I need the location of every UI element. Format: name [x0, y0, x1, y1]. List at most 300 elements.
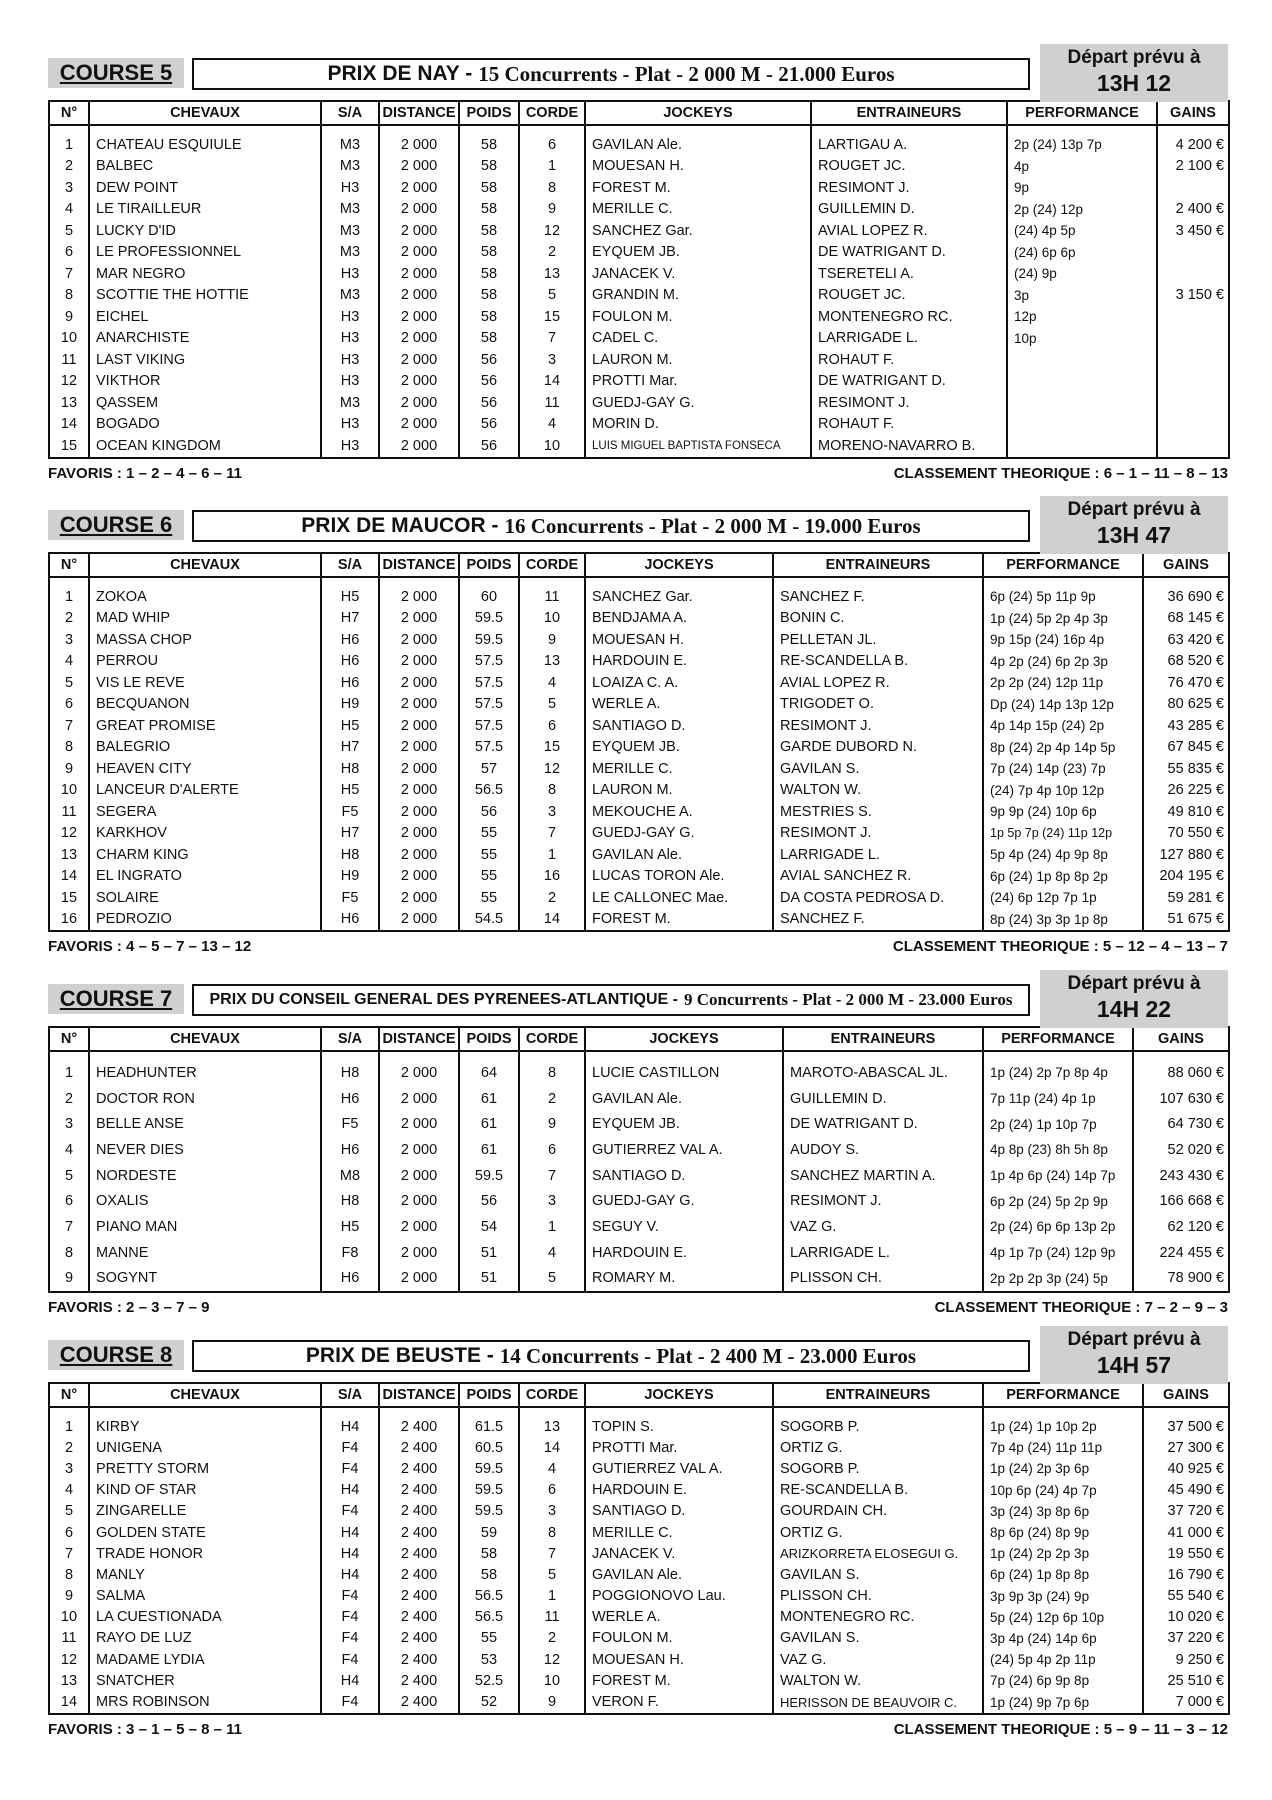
cell-poids: 55: [459, 1628, 519, 1649]
classement-theorique: CLASSEMENT THEORIQUE : 5 – 9 – 11 – 3 – 12: [893, 1720, 1228, 1738]
cell-distance: 2 000: [379, 651, 459, 673]
cell-corde: 7: [519, 823, 585, 845]
cell-num: 3: [49, 1111, 89, 1137]
table-row: [49, 306, 1229, 328]
table-row: [49, 715, 1229, 737]
cell-horse: KIRBY: [89, 1416, 321, 1437]
cell-corde: 4: [519, 414, 585, 436]
cell-jockey: MEKOUCHE A.: [585, 801, 773, 823]
cell-poids: 58: [459, 263, 519, 285]
cell-performance: [1007, 371, 1157, 393]
cell-jockey: GAVILAN Ale.: [585, 1086, 783, 1112]
cell-num: 12: [49, 823, 89, 845]
cell-jockey: PROTTI Mar.: [585, 371, 811, 393]
header-row: [49, 1027, 1229, 1051]
cell-jockey: JANACEK V.: [585, 263, 811, 285]
cell-trainer: ROUGET JC.: [811, 285, 1007, 307]
column-header-horse: CHEVAUX: [89, 553, 321, 577]
cell-horse: EICHEL: [89, 306, 321, 328]
favoris: FAVORIS : 1 – 2 – 4 – 6 – 11: [48, 464, 242, 482]
cell-performance: 9p 15p (24) 16p 4p: [983, 629, 1143, 651]
cell-performance: 2p (24) 1p 10p 7p: [983, 1111, 1133, 1137]
cell-distance: 2 000: [379, 328, 459, 350]
column-header-corde: CORDE: [519, 101, 585, 125]
race-description: 9 Concurrents - Plat - 2 000 M - 23.000 Euros: [684, 990, 1013, 1009]
cell-jockey: WERLE A.: [585, 694, 773, 716]
table-row: [49, 780, 1229, 802]
cell-poids: 56: [459, 349, 519, 371]
cell-trainer: MONTENEGRO RC.: [773, 1607, 983, 1628]
cell-num: 2: [49, 156, 89, 178]
cell-trainer: GUILLEMIN D.: [783, 1086, 983, 1112]
cell-sa: H6: [321, 1137, 379, 1163]
cell-horse: PEDROZIO: [89, 909, 321, 932]
cell-jockey: HARDOUIN E.: [585, 1480, 773, 1501]
cell-sa: F4: [321, 1691, 379, 1713]
table-row: [49, 1670, 1229, 1691]
cell-trainer: AVIAL LOPEZ R.: [811, 220, 1007, 242]
cell-corde: 15: [519, 306, 585, 328]
cell-trainer: WALTON W.: [773, 780, 983, 802]
cell-poids: 54: [459, 1214, 519, 1240]
cell-horse: EL INGRATO: [89, 866, 321, 888]
cell-distance: 2 400: [379, 1586, 459, 1607]
cell-gains: 27 300 €: [1143, 1437, 1229, 1458]
cell-gains: 70 550 €: [1143, 823, 1229, 845]
cell-num: 15: [49, 435, 89, 458]
cell-performance: 8p (24) 3p 3p 1p 8p: [983, 909, 1143, 932]
race-name: PRIX DE NAY -: [327, 62, 473, 85]
cell-gains: 224 455 €: [1133, 1240, 1229, 1266]
cell-horse: QASSEM: [89, 392, 321, 414]
cell-sa: H4: [321, 1670, 379, 1691]
cell-performance: 2p 2p 2p 3p (24) 5p: [983, 1266, 1133, 1293]
cell-poids: 56: [459, 392, 519, 414]
cell-performance: (24) 6p 12p 7p 1p: [983, 887, 1143, 909]
cell-horse: MAR NEGRO: [89, 263, 321, 285]
cell-performance: Dp (24) 14p 13p 12p: [983, 694, 1143, 716]
cell-horse: HEAVEN CITY: [89, 758, 321, 780]
cell-distance: 2 000: [379, 1240, 459, 1266]
race-course-8: [48, 1326, 1228, 1743]
cell-distance: 2 000: [379, 586, 459, 608]
cell-performance: 12p: [1007, 306, 1157, 328]
cell-num: 4: [49, 651, 89, 673]
cell-performance: 1p (24) 2p 2p 3p: [983, 1543, 1143, 1564]
table-row: [49, 1137, 1229, 1163]
cell-trainer: TSERETELI A.: [811, 263, 1007, 285]
cell-horse: MAD WHIP: [89, 608, 321, 630]
cell-gains: 7 000 €: [1143, 1691, 1229, 1713]
cell-corde: 10: [519, 1670, 585, 1691]
cell-distance: 2 400: [379, 1458, 459, 1479]
race-header: [48, 496, 1228, 552]
cell-horse: LUCKY D'ID: [89, 220, 321, 242]
cell-gains: 26 225 €: [1143, 780, 1229, 802]
cell-corde: 5: [519, 1564, 585, 1585]
cell-distance: 2 000: [379, 801, 459, 823]
cell-jockey: MOUESAN H.: [585, 1649, 773, 1670]
favoris: FAVORIS : 3 – 1 – 5 – 8 – 11: [48, 1720, 242, 1738]
cell-num: 13: [49, 1670, 89, 1691]
cell-sa: M3: [321, 285, 379, 307]
cell-num: 15: [49, 887, 89, 909]
table-row: [49, 1266, 1229, 1293]
cell-performance: 1p (24) 1p 10p 2p: [983, 1416, 1143, 1437]
cell-num: 14: [49, 866, 89, 888]
cell-sa: H3: [321, 414, 379, 436]
cell-trainer: LARRIGADE L.: [773, 844, 983, 866]
cell-jockey: HARDOUIN E.: [585, 1240, 783, 1266]
cell-poids: 52.5: [459, 1670, 519, 1691]
cell-num: 5: [49, 1163, 89, 1189]
race-name: PRIX DE MAUCOR -: [301, 514, 499, 537]
cell-horse: MADAME LYDIA: [89, 1649, 321, 1670]
cell-num: 2: [49, 1437, 89, 1458]
table-row: [49, 1458, 1229, 1479]
cell-gains: 107 630 €: [1133, 1086, 1229, 1112]
table-row: [49, 1416, 1229, 1437]
column-header-poids: POIDS: [459, 1383, 519, 1407]
table-row: [49, 371, 1229, 393]
column-header-corde: CORDE: [519, 1383, 585, 1407]
cell-distance: 2 000: [379, 392, 459, 414]
table-row: [49, 866, 1229, 888]
cell-jockey: GAVILAN Ale.: [585, 1564, 773, 1585]
column-header-poids: POIDS: [459, 1027, 519, 1051]
cell-corde: 14: [519, 1437, 585, 1458]
cell-performance: 6p (24) 1p 8p 8p: [983, 1564, 1143, 1585]
cell-horse: LA CUESTIONADA: [89, 1607, 321, 1628]
cell-corde: 4: [519, 1458, 585, 1479]
course-label: COURSE 6: [48, 510, 184, 540]
cell-gains: 19 550 €: [1143, 1543, 1229, 1564]
cell-poids: 58: [459, 1543, 519, 1564]
cell-sa: H4: [321, 1522, 379, 1543]
cell-performance: 8p 6p (24) 8p 9p: [983, 1522, 1143, 1543]
table-row: [49, 629, 1229, 651]
cell-horse: VIS LE REVE: [89, 672, 321, 694]
cell-trainer: RESIMONT J.: [811, 392, 1007, 414]
cell-gains: 204 195 €: [1143, 866, 1229, 888]
cell-horse: RAYO DE LUZ: [89, 1628, 321, 1649]
classement-theorique: CLASSEMENT THEORIQUE : 5 – 12 – 4 – 13 – 7: [892, 938, 1228, 955]
cell-horse: PRETTY STORM: [89, 1458, 321, 1479]
cell-sa: H3: [321, 435, 379, 458]
cell-jockey: MOUESAN H.: [585, 156, 811, 178]
cell-gains: 127 880 €: [1143, 844, 1229, 866]
cell-poids: 59.5: [459, 1163, 519, 1189]
table-row: [49, 177, 1229, 199]
cell-sa: H6: [321, 651, 379, 673]
cell-sa: F5: [321, 801, 379, 823]
cell-jockey: FOREST M.: [585, 177, 811, 199]
cell-gains: 43 285 €: [1143, 715, 1229, 737]
classement-theorique: CLASSEMENT THEORIQUE : 6 – 1 – 11 – 8 – 13: [893, 464, 1228, 482]
cell-sa: H8: [321, 1060, 379, 1086]
cell-jockey: GUTIERREZ VAL A.: [585, 1458, 773, 1479]
cell-sa: H7: [321, 737, 379, 759]
cell-jockey: SANTIAGO D.: [585, 1501, 773, 1522]
cell-num: 14: [49, 1691, 89, 1713]
table-row: [49, 220, 1229, 242]
cell-trainer: MAROTO-ABASCAL JL.: [783, 1060, 983, 1086]
cell-performance: 1p (24) 2p 7p 8p 4p: [983, 1060, 1133, 1086]
cell-jockey: SANCHEZ Gar.: [585, 220, 811, 242]
table-row: [49, 1214, 1229, 1240]
table-row: [49, 134, 1229, 156]
cell-horse: GOLDEN STATE: [89, 1522, 321, 1543]
cell-gains: 40 925 €: [1143, 1458, 1229, 1479]
cell-performance: [1007, 392, 1157, 414]
column-header-corde: CORDE: [519, 1027, 585, 1051]
cell-jockey: FOULON M.: [585, 306, 811, 328]
cell-performance: 2p (24) 13p 7p: [1007, 134, 1157, 156]
table-row: [49, 844, 1229, 866]
cell-trainer: DA COSTA PEDROSA D.: [773, 887, 983, 909]
cell-horse: LAST VIKING: [89, 349, 321, 371]
cell-gains: [1157, 242, 1229, 264]
cell-horse: UNIGENA: [89, 1437, 321, 1458]
column-header-gains: GAINS: [1157, 101, 1229, 125]
race-header: [48, 970, 1228, 1026]
cell-jockey: LUCAS TORON Ale.: [585, 866, 773, 888]
cell-poids: 59.5: [459, 1458, 519, 1479]
cell-gains: 37 500 €: [1143, 1416, 1229, 1437]
cell-num: 2: [49, 1086, 89, 1112]
cell-poids: 54.5: [459, 909, 519, 932]
cell-horse: PERROU: [89, 651, 321, 673]
cell-horse: SOGYNT: [89, 1266, 321, 1293]
cell-trainer: GAVILAN S.: [773, 1628, 983, 1649]
column-header-sa: S/A: [321, 101, 379, 125]
cell-performance: 1p (24) 9p 7p 6p: [983, 1691, 1143, 1713]
cell-corde: 5: [519, 1266, 585, 1293]
cell-corde: 4: [519, 1240, 585, 1266]
cell-distance: 2 000: [379, 737, 459, 759]
cell-performance: 3p 9p 3p (24) 9p: [983, 1586, 1143, 1607]
cell-num: 7: [49, 715, 89, 737]
cell-num: 3: [49, 629, 89, 651]
cell-horse: DOCTOR RON: [89, 1086, 321, 1112]
cell-jockey: CADEL C.: [585, 328, 811, 350]
table-row: [49, 1240, 1229, 1266]
cell-performance: 6p 2p (24) 5p 2p 9p: [983, 1188, 1133, 1214]
cell-corde: 6: [519, 715, 585, 737]
cell-sa: H3: [321, 263, 379, 285]
cell-sa: H7: [321, 608, 379, 630]
cell-distance: 2 000: [379, 263, 459, 285]
cell-sa: H7: [321, 823, 379, 845]
cell-distance: 2 400: [379, 1691, 459, 1713]
cell-jockey: PROTTI Mar.: [585, 1437, 773, 1458]
cell-num: 1: [49, 1060, 89, 1086]
cell-gains: [1157, 349, 1229, 371]
cell-performance: (24) 6p 6p: [1007, 242, 1157, 264]
cell-num: 16: [49, 909, 89, 932]
cell-distance: 2 400: [379, 1522, 459, 1543]
cell-gains: [1157, 371, 1229, 393]
cell-horse: ZOKOA: [89, 586, 321, 608]
race-footer: [48, 1721, 1228, 1743]
cell-trainer: ORTIZ G.: [773, 1522, 983, 1543]
cell-gains: 41 000 €: [1143, 1522, 1229, 1543]
cell-performance: 9p: [1007, 177, 1157, 199]
cell-horse: HEADHUNTER: [89, 1060, 321, 1086]
column-header-gains: GAINS: [1143, 1383, 1229, 1407]
table-row: [49, 199, 1229, 221]
cell-sa: H3: [321, 349, 379, 371]
table-row: [49, 1111, 1229, 1137]
cell-corde: 6: [519, 1137, 585, 1163]
table-row: [49, 1628, 1229, 1649]
cell-corde: 9: [519, 199, 585, 221]
race-description: 15 Concurrents - Plat - 2 000 M - 21.000 Euros: [478, 61, 895, 86]
cell-horse: LANCEUR D'ALERTE: [89, 780, 321, 802]
cell-num: 5: [49, 220, 89, 242]
cell-trainer: RESIMONT J.: [811, 177, 1007, 199]
cell-sa: H6: [321, 629, 379, 651]
cell-sa: F4: [321, 1458, 379, 1479]
cell-num: 11: [49, 349, 89, 371]
cell-poids: 57.5: [459, 737, 519, 759]
cell-sa: H6: [321, 672, 379, 694]
cell-performance: (24) 5p 4p 2p 11p: [983, 1649, 1143, 1670]
cell-sa: H3: [321, 328, 379, 350]
table-row: [49, 435, 1229, 458]
cell-num: 11: [49, 801, 89, 823]
cell-performance: 7p 4p (24) 11p 11p: [983, 1437, 1143, 1458]
cell-gains: 37 220 €: [1143, 1628, 1229, 1649]
cell-poids: 59: [459, 1522, 519, 1543]
favoris: FAVORIS : 4 – 5 – 7 – 13 – 12: [48, 938, 252, 955]
cell-horse: CHATEAU ESQUIULE: [89, 134, 321, 156]
cell-performance: 4p 8p (23) 8h 5h 8p: [983, 1137, 1133, 1163]
cell-horse: BELLE ANSE: [89, 1111, 321, 1137]
cell-corde: 6: [519, 1480, 585, 1501]
cell-horse: MASSA CHOP: [89, 629, 321, 651]
cell-corde: 13: [519, 651, 585, 673]
cell-poids: 58: [459, 306, 519, 328]
cell-performance: 10p 6p (24) 4p 7p: [983, 1480, 1143, 1501]
cell-performance: 5p 4p (24) 4p 9p 8p: [983, 844, 1143, 866]
cell-horse: TRADE HONOR: [89, 1543, 321, 1564]
cell-sa: F4: [321, 1607, 379, 1628]
cell-trainer: DE WATRIGANT D.: [811, 242, 1007, 264]
cell-horse: LE TIRAILLEUR: [89, 199, 321, 221]
cell-distance: 2 000: [379, 629, 459, 651]
table-row: [49, 392, 1229, 414]
cell-corde: 10: [519, 608, 585, 630]
cell-corde: 9: [519, 1111, 585, 1137]
cell-corde: 3: [519, 1501, 585, 1522]
cell-sa: H5: [321, 1214, 379, 1240]
cell-jockey: SANCHEZ Gar.: [585, 586, 773, 608]
cell-num: 8: [49, 737, 89, 759]
cell-performance: 1p 5p 7p (24) 11p 12p: [983, 823, 1143, 845]
race-title: [192, 1340, 1030, 1372]
departure-time: 13H 47: [1096, 522, 1172, 548]
table-row: [49, 1188, 1229, 1214]
cell-distance: 2 000: [379, 134, 459, 156]
column-header-corde: CORDE: [519, 553, 585, 577]
cell-jockey: FOREST M.: [585, 1670, 773, 1691]
table-row: [49, 672, 1229, 694]
cell-jockey: SEGUY V.: [585, 1214, 783, 1240]
cell-horse: SALMA: [89, 1586, 321, 1607]
cell-performance: 4p 2p (24) 6p 2p 3p: [983, 651, 1143, 673]
column-header-trainer: ENTRAINEURS: [811, 101, 1007, 125]
cell-jockey: LUCIE CASTILLON: [585, 1060, 783, 1086]
cell-jockey: LAURON M.: [585, 349, 811, 371]
cell-corde: 8: [519, 1522, 585, 1543]
header-row: [49, 101, 1229, 125]
cell-corde: 1: [519, 844, 585, 866]
cell-distance: 2 000: [379, 1137, 459, 1163]
cell-jockey: EYQUEM JB.: [585, 1111, 783, 1137]
table-row: [49, 328, 1229, 350]
cell-performance: 8p (24) 2p 4p 14p 5p: [983, 737, 1143, 759]
cell-horse: OCEAN KINGDOM: [89, 435, 321, 458]
cell-corde: 15: [519, 737, 585, 759]
race-course-7: [48, 970, 1228, 1321]
column-header-sa: S/A: [321, 1027, 379, 1051]
table-row: [49, 887, 1229, 909]
table-row: [49, 414, 1229, 436]
cell-gains: 64 730 €: [1133, 1111, 1229, 1137]
cell-poids: 60: [459, 586, 519, 608]
cell-num: 4: [49, 1137, 89, 1163]
table-row: [49, 1163, 1229, 1189]
cell-trainer: AVIAL LOPEZ R.: [773, 672, 983, 694]
cell-trainer: RE-SCANDELLA B.: [773, 651, 983, 673]
cell-gains: 45 490 €: [1143, 1480, 1229, 1501]
cell-trainer: SOGORB P.: [773, 1416, 983, 1437]
cell-sa: F4: [321, 1649, 379, 1670]
cell-trainer: SANCHEZ F.: [773, 909, 983, 932]
cell-distance: 2 400: [379, 1437, 459, 1458]
cell-corde: 2: [519, 887, 585, 909]
cell-sa: M3: [321, 220, 379, 242]
cell-gains: 3 450 €: [1157, 220, 1229, 242]
race-name: PRIX DU CONSEIL GENERAL DES PYRENEES-ATLANTIQUE -: [209, 991, 678, 1008]
cell-corde: 16: [519, 866, 585, 888]
cell-performance: 10p: [1007, 328, 1157, 350]
cell-gains: 55 540 €: [1143, 1586, 1229, 1607]
cell-gains: 2 400 €: [1157, 199, 1229, 221]
cell-corde: 12: [519, 220, 585, 242]
cell-gains: 243 430 €: [1133, 1163, 1229, 1189]
cell-performance: 7p 11p (24) 4p 1p: [983, 1086, 1133, 1112]
cell-poids: 56.5: [459, 780, 519, 802]
cell-distance: 2 000: [379, 1214, 459, 1240]
cell-sa: M8: [321, 1163, 379, 1189]
cell-performance: 9p 9p (24) 10p 6p: [983, 801, 1143, 823]
cell-poids: 64: [459, 1060, 519, 1086]
table-row: [49, 242, 1229, 264]
cell-gains: 59 281 €: [1143, 887, 1229, 909]
race-footer: [48, 938, 1228, 960]
cell-distance: 2 000: [379, 758, 459, 780]
runners-table: [48, 100, 1230, 459]
column-header-performance: PERFORMANCE: [1007, 101, 1157, 125]
race-footer: [48, 1299, 1228, 1321]
cell-poids: 59.5: [459, 629, 519, 651]
column-header-gains: GAINS: [1143, 553, 1229, 577]
cell-jockey: MOUESAN H.: [585, 629, 773, 651]
cell-jockey: GUTIERREZ VAL A.: [585, 1137, 783, 1163]
cell-poids: 57: [459, 758, 519, 780]
